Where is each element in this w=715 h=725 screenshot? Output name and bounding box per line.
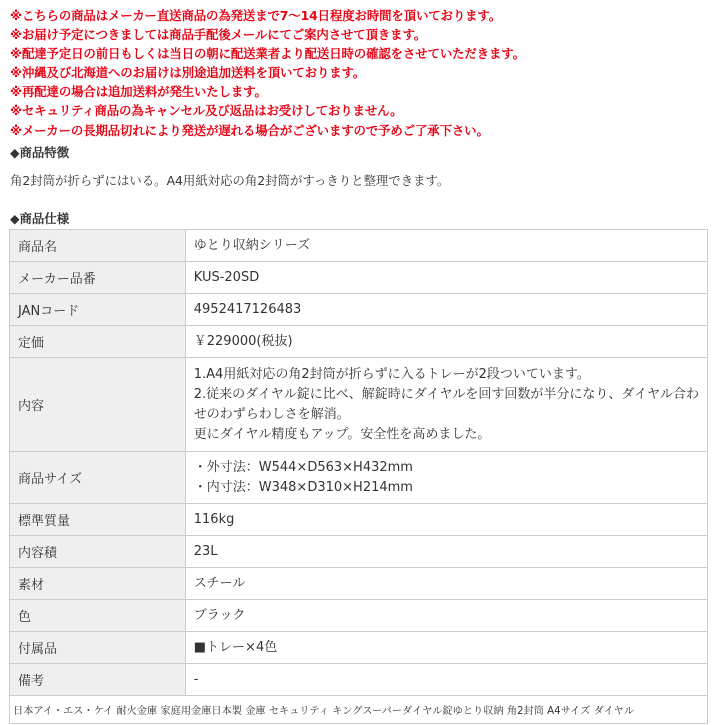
spec-value-line: KUS-20SD — [193, 269, 260, 285]
notice-line: ※お届け予定につきましては商品手配後メールにてご案内させて頂きます。 — [10, 27, 427, 43]
spec-label: 付属品 — [10, 632, 186, 664]
spec-value-line: ・内寸法：W348×D310×H214mm — [193, 479, 413, 495]
features-text: 角2封筒が折らずにはいる。A4用紙対応の角2封筒がすっきりと整理できます。 — [10, 173, 450, 188]
notice-line: ※こちらの商品はメーカー直送商品の為発送まで7～14日程度お時間を頂いております。 — [10, 8, 502, 23]
spec-row-contents — [10, 358, 708, 452]
spec-label: 備考 — [10, 664, 186, 696]
spec-row-capacity — [10, 536, 708, 568]
spec-label: 内容積 — [10, 536, 186, 568]
notice-line: ※再配達の場合は追加送料が発生いたします。 — [10, 84, 267, 100]
shipping-notices — [10, 6, 710, 140]
keywords-text: 日本アイ・エス・ケイ 耐火金庫 家庭用金庫日本製 金庫 セキュリティ キングスーパーダイヤル錠ゆとり収納 角2封筒 A4サイズ ダイヤル — [10, 696, 708, 724]
spec-value — [185, 452, 707, 504]
notice-line: ※配達予定日の前日もしくは当日の朝に配送業者より配送日時の確認をさせていただきます。 — [10, 46, 525, 62]
specs-heading: ◆商品仕様 — [10, 211, 70, 226]
spec-table — [9, 229, 708, 724]
spec-value — [185, 262, 707, 294]
spec-value — [185, 632, 707, 664]
spec-label: 素材 — [10, 568, 186, 600]
features-heading: ◆商品特徴 — [10, 145, 70, 160]
spec-label: メーカー品番 — [10, 262, 186, 294]
spec-value — [185, 536, 707, 568]
spec-value — [185, 326, 707, 358]
spec-value — [185, 600, 707, 632]
spec-label: 商品名 — [10, 230, 186, 262]
spec-row-accessories — [10, 632, 708, 664]
spec-value-line: 116kg — [193, 511, 235, 527]
spec-row-color — [10, 600, 708, 632]
spec-value — [185, 358, 707, 452]
spec-row-material — [10, 568, 708, 600]
spec-label: 色 — [10, 600, 186, 632]
spec-label: JANコード — [10, 294, 186, 326]
spec-label: 定価 — [10, 326, 186, 358]
notice-line: ※セキュリティ商品の為キャンセル及び返品はお受けしておりません。 — [10, 103, 403, 119]
spec-row-jan-code — [10, 294, 708, 326]
spec-value-line: ・外寸法：W544×D563×H432mm — [193, 459, 413, 475]
spec-value-line: 2.従来のダイヤル錠に比べ、解錠時にダイヤルを回す回数が半分になり、ダイヤル合わ — [193, 386, 699, 402]
spec-row-dimensions — [10, 452, 708, 504]
spec-row-remarks — [10, 664, 708, 696]
spec-row-keywords — [10, 696, 708, 724]
spec-value-line: ブラック — [193, 607, 246, 623]
spec-value — [185, 230, 707, 262]
spec-row-product-name — [10, 230, 708, 262]
spec-label: 内容 — [10, 358, 186, 452]
spec-value-line: ￥229000(税抜) — [193, 333, 293, 349]
spec-value-line: スチール — [193, 575, 246, 591]
spec-label: 商品サイズ — [10, 452, 186, 504]
spec-row-list-price — [10, 326, 708, 358]
spec-value-line: ■トレー×4色 — [193, 639, 278, 655]
spec-label: 標準質量 — [10, 504, 186, 536]
spec-value-line: 更にダイヤル精度もアップ。安全性を高めました。 — [193, 426, 491, 442]
spec-value-line: せのわずらわしさを解消。 — [193, 406, 350, 422]
notice-line: ※メーカーの長期品切れにより発送が遅れる場合がございますので予めご了承下さい。 — [10, 122, 489, 138]
spec-value — [185, 568, 707, 600]
spec-value-line: ゆとり収納シリーズ — [193, 237, 311, 253]
spec-value — [185, 294, 707, 326]
spec-value-line: 4952417126483 — [193, 301, 302, 317]
spec-row-model-number — [10, 262, 708, 294]
spec-value-line: - — [193, 671, 199, 687]
notice-line: ※沖縄及び北海道へのお届けは別途追加送料を頂いております。 — [10, 65, 366, 81]
spec-value — [185, 664, 707, 696]
spec-value — [185, 504, 707, 536]
spec-value-line: 23L — [193, 543, 218, 559]
spec-value-line: 1.A4用紙対応の角2封筒が折らずに入るトレーが2段ついています。 — [193, 366, 590, 382]
spec-row-weight — [10, 504, 708, 536]
